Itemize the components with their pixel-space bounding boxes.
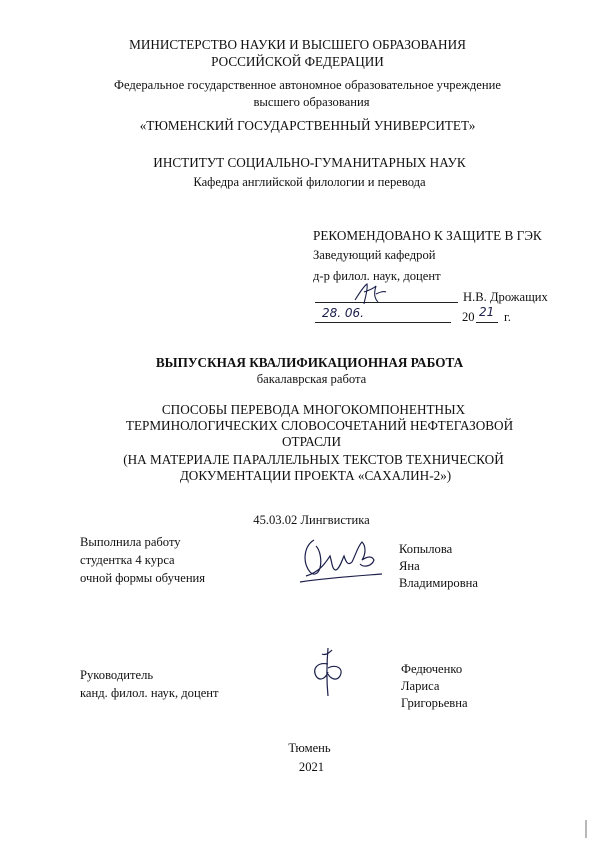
handwritten-year: 21: [479, 305, 495, 319]
year: 2021: [298, 760, 325, 774]
year-line: [476, 322, 498, 323]
work-type: ВЫПУСКНАЯ КВАЛИФИКАЦИОННАЯ РАБОТА: [155, 355, 464, 370]
supervisor-label-1: Руководитель: [80, 668, 154, 682]
date-line: [315, 322, 451, 323]
author-surname: Копылова: [399, 542, 453, 556]
author-patronymic: Владимировна: [399, 576, 478, 590]
author-signature: [296, 532, 386, 588]
supervisor-surname: Федюченко: [401, 662, 463, 676]
author-name: Яна: [399, 559, 420, 573]
specialty: 45.03.02 Лингвистика: [253, 513, 370, 527]
author-label-2: студентка 4 курса: [80, 553, 175, 567]
head-degree: д-р филол. наук, доцент: [313, 269, 441, 283]
supervisor-signature: [308, 646, 348, 698]
work-subtype: бакалаврская работа: [256, 372, 367, 386]
ministry-line-1: МИНИСТЕРСТВО НАУКИ И ВЫСШЕГО ОБРАЗОВАНИЯ: [129, 37, 466, 52]
supervisor-name: Лариса: [401, 679, 440, 693]
ministry-line-2: РОССИЙСКОЙ ФЕДЕРАЦИИ: [211, 54, 384, 69]
head-title: Заведующий кафедрой: [313, 248, 436, 262]
head-signature: [352, 280, 388, 306]
author-label-1: Выполнила работу: [80, 535, 181, 549]
university-name: «ТЮМЕНСКИЙ ГОСУДАРСТВЕННЫЙ УНИВЕРСИТЕТ»: [139, 118, 476, 133]
work-title-line-4: (НА МАТЕРИАЛЕ ПАРАЛЛЕЛЬНЫХ ТЕКСТОВ ТЕХНИЧЕСКОЙ: [123, 452, 504, 467]
supervisor-label-2: канд. филол. наук, доцент: [80, 686, 219, 700]
year-suffix: г.: [504, 310, 511, 324]
work-title-line-2: ТЕРМИНОЛОГИЧЕСКИХ СЛОВОСОЧЕТАНИЙ НЕФТЕГАЗОВОЙ: [125, 418, 514, 433]
year-prefix: 20: [462, 310, 475, 324]
institution-type-line-2: высшего образования: [253, 95, 370, 109]
handwritten-date: 28. 06.: [322, 306, 364, 320]
institute-name: ИНСТИТУТ СОЦИАЛЬНО-ГУМАНИТАРНЫХ НАУК: [153, 155, 466, 170]
scan-edge-mark: [585, 820, 587, 838]
department-name: Кафедра английской филологии и перевода: [193, 175, 426, 189]
supervisor-patronymic: Григорьевна: [401, 696, 468, 710]
head-name: Н.В. Дрожащих: [463, 290, 548, 304]
work-title-line-5: ДОКУМЕНТАЦИИ ПРОЕКТА «САХАЛИН-2»): [179, 468, 452, 483]
recommended-label: РЕКОМЕНДОВАНО К ЗАЩИТЕ В ГЭК: [313, 228, 542, 243]
author-label-3: очной формы обучения: [80, 571, 206, 585]
city: Тюмень: [288, 741, 331, 755]
work-title-line-3: ОТРАСЛИ: [281, 434, 342, 449]
institution-type-line-1: Федеральное государственное автономное образовательное учреждение: [114, 78, 501, 92]
work-title-line-1: СПОСОБЫ ПЕРЕВОДА МНОГОКОМПОНЕНТНЫХ: [161, 402, 466, 417]
